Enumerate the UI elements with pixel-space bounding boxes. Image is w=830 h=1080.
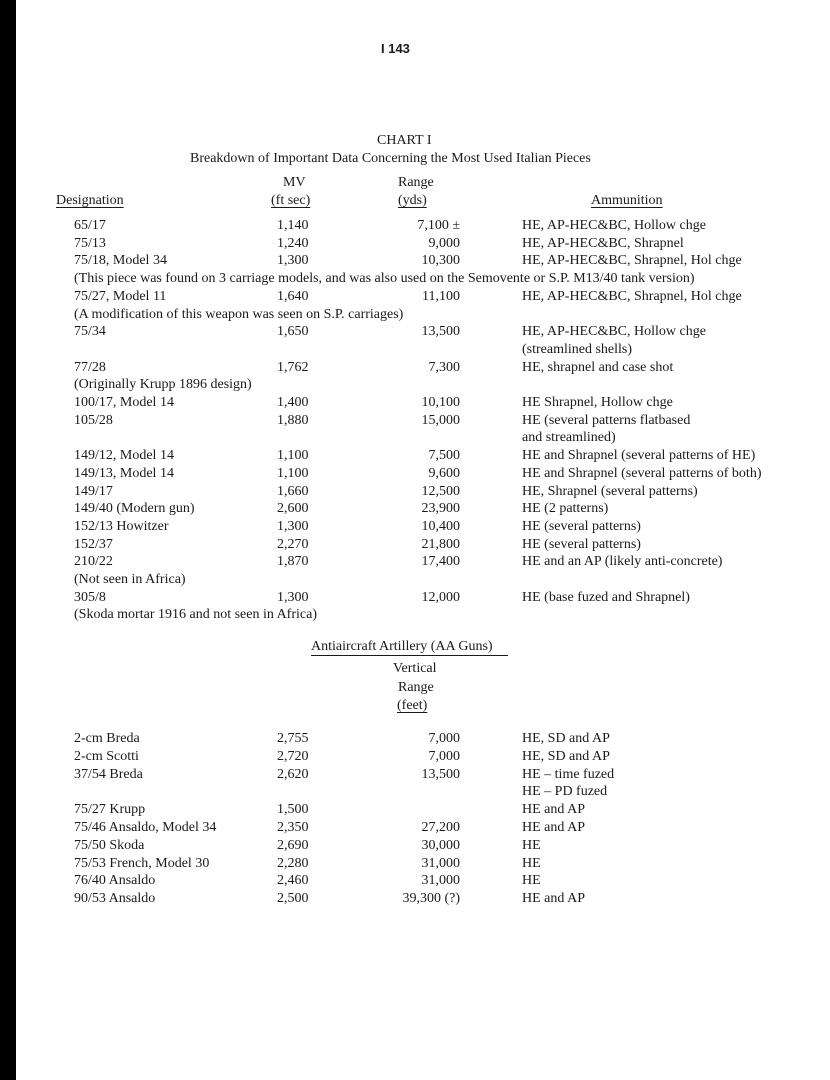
designation-cell: 75/27 Krupp [74,802,146,818]
mv-cell: 2,720 [277,748,309,764]
range-cell: 39,300 (?) [402,891,460,907]
page-number: I 143 [381,41,410,56]
ammunition-cell: HE (several patterns) [522,536,641,552]
ammunition-cell: HE and Shrapnel (several patterns of both) [522,465,762,481]
range-cell: 30,000 [421,837,460,853]
ammunition-cell: (streamlined shells) [522,341,633,357]
range-cell: 23,900 [421,501,460,517]
mv-header-unit: (ft sec) [271,193,311,208]
designation-cell: 2-cm Breda [74,731,140,746]
range-cell: 13,500 [421,324,460,340]
mv-cell: 1,880 [277,412,309,428]
ammunition-cell: HE and AP [522,820,585,835]
mv-cell: 2,280 [277,855,309,871]
row-note: (Skoda mortar 1916 and not seen in Africa) [74,607,317,623]
mv-cell: 2,620 [277,766,309,782]
mv-cell: 2,755 [277,731,309,746]
mv-cell: 1,140 [277,218,309,233]
range-cell: 17,400 [421,554,460,570]
mv-cell: 2,460 [277,873,309,889]
range-cell: 10,400 [421,518,460,534]
range-cell: 10,100 [421,395,460,410]
mv-cell: 1,100 [277,448,309,464]
ammunition-cell: HE, SD and AP [522,748,610,764]
ammunition-header: Ammunition [591,193,663,208]
mv-cell: 1,500 [277,802,309,818]
range-header-unit: (yds) [398,193,427,208]
ammunition-cell: HE, SD and AP [522,731,610,746]
range-cell: 13,500 [421,766,460,782]
ammunition-cell: HE, Shrapnel (several patterns) [522,483,698,499]
designation-cell: 210/22 [74,554,113,570]
mv-cell: 1,300 [277,518,309,534]
range-cell: 21,800 [421,536,460,552]
designation-cell: 152/37 [74,536,113,552]
ammunition-cell: HE (several patterns flatbased [522,412,691,428]
mv-cell: 1,870 [277,554,309,570]
aa-section-title: Antiaircraft Artillery (AA Guns) [311,639,493,654]
chart-label: CHART I [377,133,432,148]
range-cell: 12,500 [421,483,460,499]
range-cell: 10,300 [421,253,460,269]
ammunition-cell: HE, shrapnel and case shot [522,359,674,375]
ammunition-cell: HE and Shrapnel (several patterns of HE) [522,448,756,464]
mv-cell: 1,240 [277,235,309,251]
designation-cell: 75/53 French, Model 30 [74,855,210,871]
mv-cell: 1,640 [277,288,309,304]
range-cell: 31,000 [421,855,460,871]
designation-cell: 76/40 Ansaldo [74,873,156,889]
ammunition-cell: HE and an AP (likely anti-concrete) [522,554,723,570]
designation-cell: 37/54 Breda [74,766,143,782]
row-note: (Not seen in Africa) [74,572,186,587]
range-cell: 27,200 [421,820,460,835]
ammunition-cell: HE, AP-HEC&BC, Hollow chge [522,218,706,233]
mv-cell: 2,690 [277,837,309,853]
ammunition-cell: HE, AP-HEC&BC, Shrapnel [522,235,684,251]
range-cell: 7,000 [428,731,460,746]
designation-cell: 75/18, Model 34 [74,253,167,269]
row-note: (This piece was found on 3 carriage models, and was also used on the Semovente or S.P. M13/40 tank version) [74,271,695,287]
mv-cell: 1,400 [277,395,309,410]
mv-cell: 1,300 [277,253,309,269]
aa-header-unit: (feet) [397,698,428,713]
ammunition-cell: HE [522,873,541,889]
ammunition-cell: HE (base fuzed and Shrapnel) [522,589,690,605]
designation-header: Designation [56,193,124,208]
range-cell: 7,500 [428,448,460,464]
ammunition-cell: HE (2 patterns) [522,501,609,517]
range-cell: 15,000 [421,412,460,428]
designation-cell: 90/53 Ansaldo [74,891,156,907]
designation-cell: 149/17 [74,483,113,499]
designation-cell: 149/12, Model 14 [74,448,174,464]
ammunition-cell: HE and AP [522,802,585,818]
ammunition-cell: HE, AP-HEC&BC, Hollow chge [522,324,706,340]
designation-cell: 105/28 [74,412,113,428]
designation-cell: 75/50 Skoda [74,837,145,853]
mv-header-top: MV [283,175,306,190]
mv-cell: 2,350 [277,820,309,835]
mv-cell: 1,660 [277,483,309,499]
mv-cell: 2,500 [277,891,309,907]
ammunition-cell: HE – PD fuzed [522,784,608,800]
designation-cell: 152/13 Howitzer [74,518,169,534]
ammunition-cell: HE – time fuzed [522,766,615,782]
designation-cell: 149/40 (Modern gun) [74,501,195,517]
designation-cell: 77/28 [74,359,106,375]
range-cell: 9,600 [428,465,460,481]
designation-cell: 75/27, Model 11 [74,288,167,304]
ammunition-cell: and streamlined) [522,430,616,446]
designation-cell: 100/17, Model 14 [74,395,174,410]
designation-cell: 305/8 [74,589,106,605]
row-note: (Originally Krupp 1896 design) [74,377,252,393]
ammunition-cell: HE [522,855,541,871]
range-cell: 31,000 [421,873,460,889]
mv-cell: 1,300 [277,589,309,605]
mv-cell: 2,600 [277,501,309,517]
range-cell: 7,000 [428,748,460,764]
scan-edge [0,0,16,1080]
chart-subtitle: Breakdown of Important Data Concerning the Most Used Italian Pieces [190,151,591,166]
designation-cell: 75/34 [74,324,106,340]
designation-cell: 2-cm Scotti [74,748,139,764]
row-note: (A modification of this weapon was seen on S.P. carriages) [74,306,404,322]
designation-cell: 75/13 [74,235,106,251]
aa-title-rule [311,655,508,656]
ammunition-cell: HE (several patterns) [522,518,641,534]
range-cell: 12,000 [421,589,460,605]
designation-cell: 75/46 Ansaldo, Model 34 [74,820,217,835]
range-header-top: Range [398,175,434,190]
ammunition-cell: HE, AP-HEC&BC, Shrapnel, Hol chge [522,288,742,304]
mv-cell: 1,650 [277,324,309,340]
mv-cell: 2,270 [277,536,309,552]
mv-cell: 1,762 [277,359,309,375]
mv-cell: 1,100 [277,465,309,481]
range-cell: 11,100 [422,288,460,304]
ammunition-cell: HE, AP-HEC&BC, Shrapnel, Hol chge [522,253,742,269]
range-cell: 7,300 [428,359,460,375]
range-cell: 7,100 ± [417,218,460,233]
aa-header-range: Range [398,680,434,695]
designation-cell: 65/17 [74,218,106,233]
ammunition-cell: HE Shrapnel, Hollow chge [522,395,673,410]
designation-cell: 149/13, Model 14 [74,465,174,481]
ammunition-cell: HE and AP [522,891,585,907]
ammunition-cell: HE [522,837,541,853]
aa-header-vertical: Vertical [393,661,437,676]
range-cell: 9,000 [428,235,460,251]
